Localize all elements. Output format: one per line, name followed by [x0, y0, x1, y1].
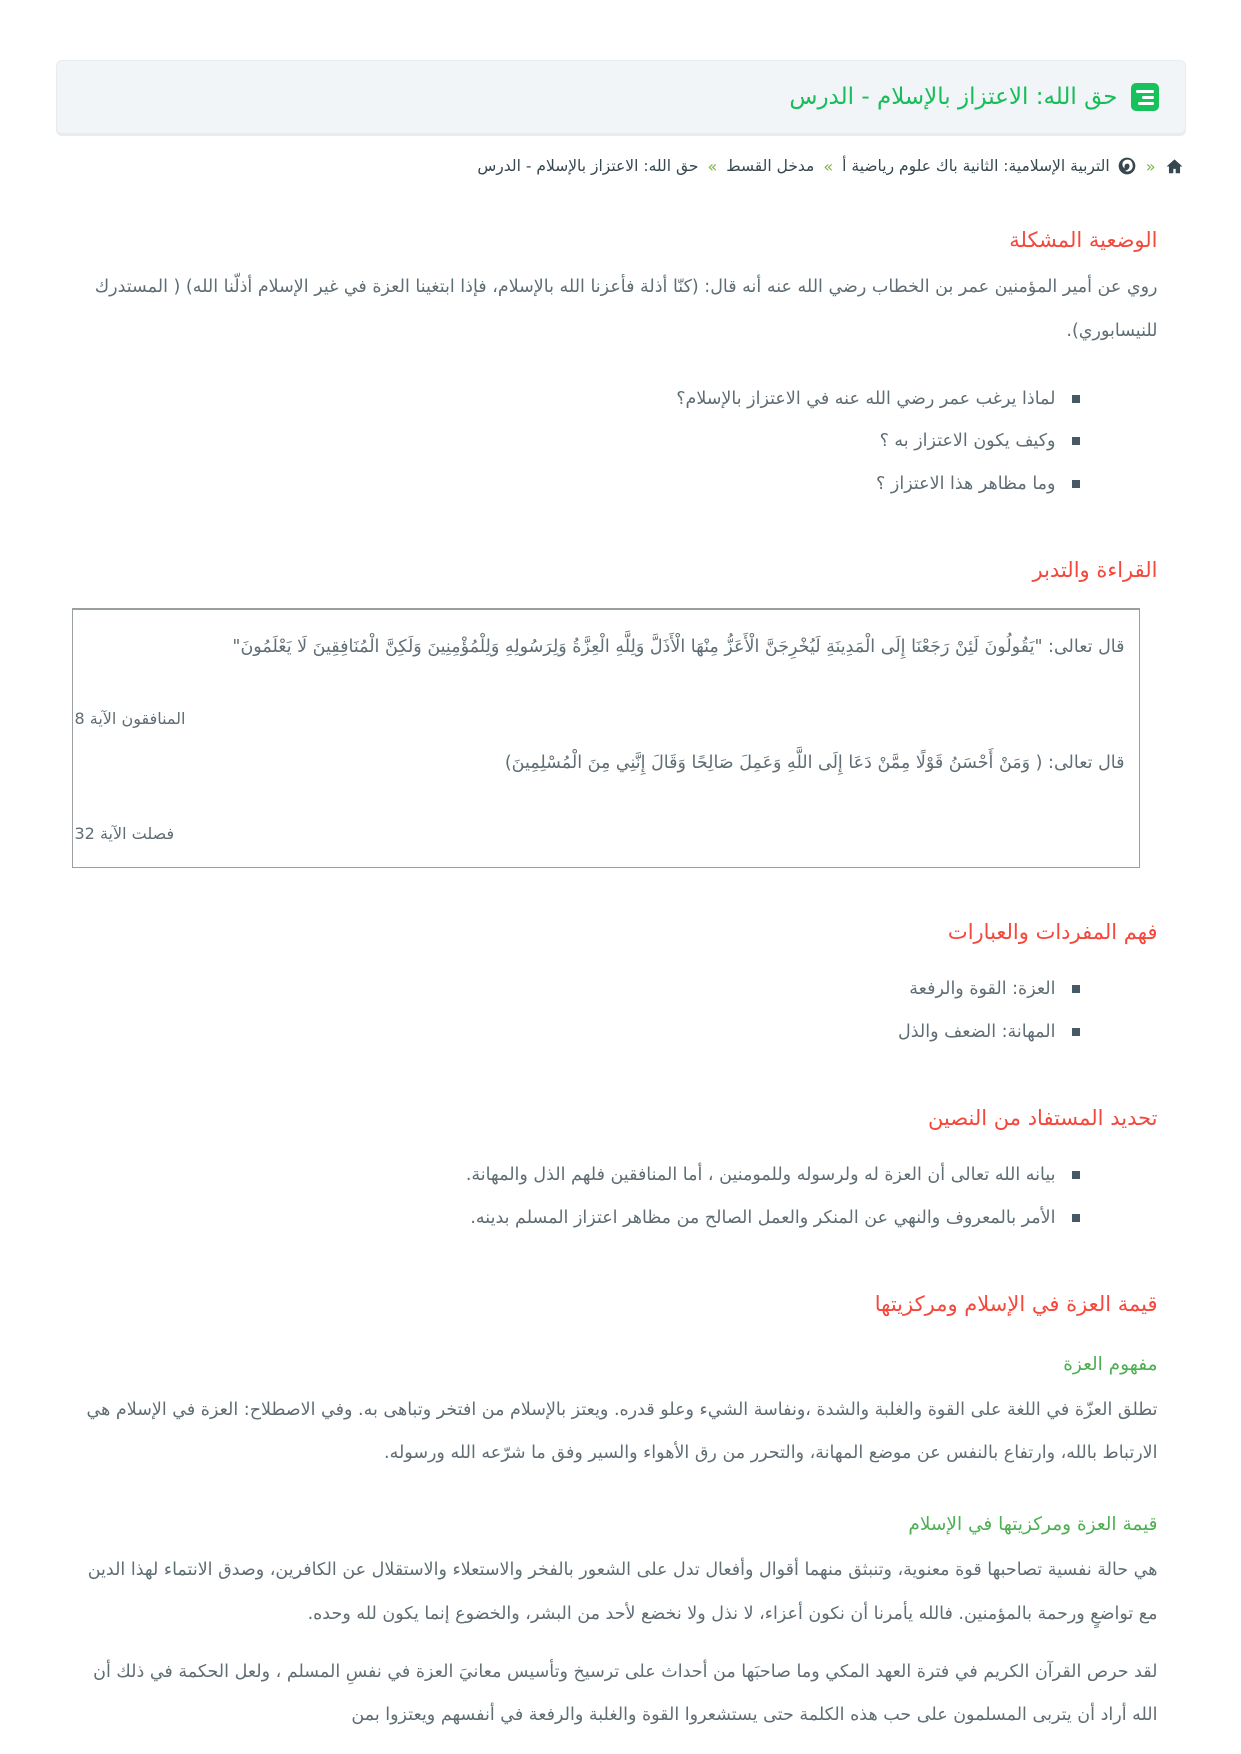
- problem-paragraph: روي عن أمير المؤمنين عمر بن الخطاب رضي الله عنه أنه قال: (كنّا أذلة فأعزنا الله بالإسلام، فإذا ابتغينا العزة في غير الإسلام أذلّنا الله) ( المستدرك للنيسابوري).: [94, 277, 1158, 341]
- list-item: وكيف يكون الاعتزاز به ؟: [84, 420, 1080, 463]
- breadcrumb-item-unit[interactable]: مدخل القسط: [726, 157, 815, 175]
- breadcrumb-item-current[interactable]: حق الله: الاعتزاز بالإسلام - الدرس: [477, 157, 699, 175]
- vocabulary-list: [84, 968, 1158, 1054]
- takeaways-list: [84, 1154, 1158, 1240]
- section-heading-takeaways: تحديد المستفاد من النصين: [928, 1105, 1158, 1130]
- subheading-izzah-value: قيمة العزة ومركزيتها في الإسلام: [908, 1514, 1158, 1536]
- quran-quote: قال تعالى: ( وَمَنْ أَحْسَنُ قَوْلًا مِمَّنْ دَعَا إِلَى اللَّهِ وَعَمِلَ صَالِحًا وَقَالَ إِنَّنِي مِنَ الْمُسْلِمِينَ): [504, 752, 1125, 773]
- breadcrumb-item-subject[interactable]: التربية الإسلامية: الثانية باك علوم رياضية أ: [842, 157, 1110, 175]
- quote-reference: المنافقون الآية 8: [74, 708, 186, 728]
- list-icon: [1131, 83, 1159, 111]
- izzah-value-paragraph-1: هي حالة نفسية تصاحبها قوة معنوية، وتنبثق منهما أقوال وأفعال تدل على الشعور بالفخر والاستعلاء والاستقلال عن الكافرين، وصدق الانتماء لهذا الدين مع تواضعٍ ورحمة بالمؤمنين. فالله يأمرنا أن نكون أعزاء، لا نذل ولا نخضع لأحد من البشر، والخضوع إنما يكون لله وحده.: [87, 1560, 1158, 1624]
- subheading-izzah-concept: مفهوم العزة: [1063, 1353, 1158, 1375]
- problem-questions-list: [84, 378, 1158, 507]
- list-item: العزة: القوة والرفعة: [84, 968, 1080, 1011]
- izzah-concept-paragraph: تطلق العزّة في اللغة على القوة والغلبة والشدة ،ونفاسة الشيء وعلو قدره. ويعتز بالإسلام من افتخر وتباهى به. وفي الاصطلاح: العزة في الإسلام هي الارتباط بالله، وارتفاع بالنفس عن موضع المهانة، والتحرر من رق الأهواء والسير وفق ما شرّعه الله ورسوله.: [86, 1399, 1158, 1464]
- quran-quote: قال تعالى: "يَقُولُونَ لَئِنْ رَجَعْنَا إِلَى الْمَدِينَةِ لَيُخْرِجَنَّ الْأَعَزُّ مِنْهَا الْأَذَلَّ وَلِلَّهِ الْعِزَّةُ وَلِرَسُولِهِ وَلِلْمُؤْمِنِينَ وَلَكِنَّ الْمُنَافِقِينَ لَا يَعْلَمُونَ": [232, 637, 1125, 658]
- quran-quotes-box: [72, 608, 1140, 868]
- section-heading-vocabulary: فهم المفردات والعبارات: [947, 920, 1158, 945]
- quote-reference: فصلت الآية 32: [74, 824, 175, 844]
- breadcrumb-home-link[interactable]: [1165, 157, 1184, 176]
- page-header: [56, 60, 1186, 134]
- section-heading-izzah: قيمة العزة في الإسلام ومركزيتها: [874, 1291, 1158, 1316]
- section-heading-problem: الوضعية المشكلة: [1009, 228, 1158, 252]
- breadcrumb: [56, 156, 1186, 176]
- izzah-value-paragraph-2: لقد حرص القرآن الكريم في فترة العهد المكي وما صاحبَها من أحداث على ترسيخ وتأسيس معانيَ العزة في نفسِ المسلم ، ولعل الحكمة في ذلك أن الله أراد أن يتربى المسلمون على حب هذه الكلمة حتى يستشعروا القوة والغلبة والرفعة في أنفسهم ويعتزوا بمن: [93, 1661, 1158, 1726]
- breadcrumb-separator: »: [823, 156, 834, 176]
- breadcrumb-separator: «: [1145, 156, 1156, 176]
- list-item: المهانة: الضعف والذل: [84, 1011, 1080, 1054]
- list-item: لماذا يرغب عمر رضي الله عنه في الاعتزاز بالإسلام؟: [84, 378, 1080, 421]
- breadcrumb-separator: »: [707, 156, 718, 176]
- list-item: بيانه الله تعالى أن العزة له ولرسوله وللمومنين ، أما المنافقين فلهم الذل والمهانة.: [84, 1154, 1080, 1197]
- section-heading-reading: القراءة والتدبر: [1032, 558, 1158, 583]
- swirl-circle-icon: [1117, 156, 1137, 176]
- page-title: حق الله: الاعتزاز بالإسلام - الدرس: [789, 84, 1118, 110]
- lesson-content: [56, 228, 1186, 1738]
- home-icon: [1165, 157, 1184, 176]
- list-item: وما مظاهر هذا الاعتزاز ؟: [84, 463, 1080, 506]
- list-item: الأمر بالمعروف والنهي عن المنكر والعمل الصالح من مظاهر اعتزاز المسلم بدينه.: [84, 1197, 1080, 1240]
